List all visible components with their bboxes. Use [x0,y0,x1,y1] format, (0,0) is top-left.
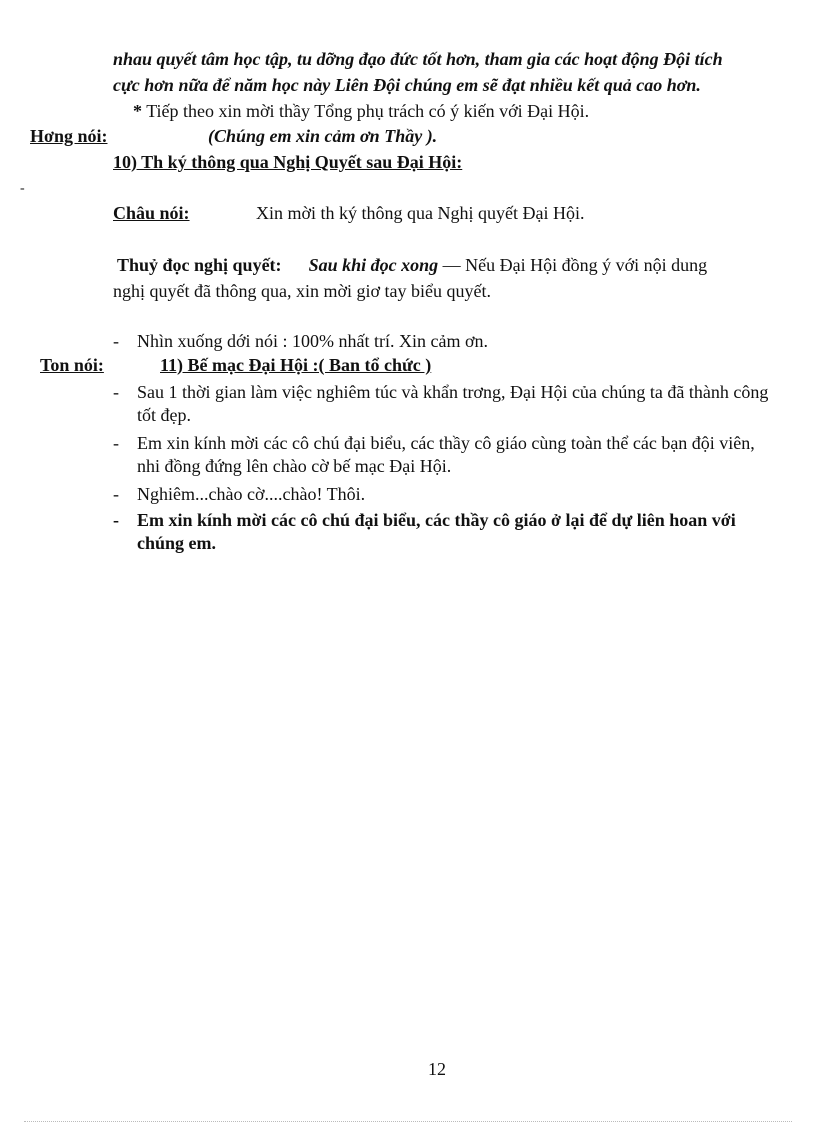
closing-item-4-dash: - [113,510,119,530]
closing-item-2-dash: - [113,433,119,453]
look-down-dash: - [113,331,119,351]
speaker-thuy: Thuỷ đọc nghị quyết: [117,255,282,275]
page-number: 12 [428,1059,446,1079]
intro-line-2: cực hơn nữa để năm học này Liên Đội chúng em sẽ đạt nhiều kết quả cao hơn. [113,75,701,95]
speaker-ton: Ton nói: [40,355,104,375]
intro-line-1: nhau quyết tâm học tập, tu dỡng đạo đức tốt hơn, tham gia các hoạt động Đội tích [113,49,723,69]
thuy-line-1 [117,254,707,277]
closing-item-4: Em xin kính mời các cô chú đại biểu, các thầy cô giáo ở lại để dự liên hoan với chúng em. [137,510,736,554]
page-bottom-border [24,1121,792,1122]
thuy-text-1: — Nếu Đại Hội đồng ý với nội dung [442,255,708,275]
invite-line [133,100,589,123]
thuy-action: Sau khi đọc xong [308,255,439,275]
closing-item-1-dash: - [113,382,119,402]
look-down-text: Nhìn xuống dới nói : 100% nhất trí. Xin cảm ơn. [137,331,488,351]
speaker-hong: Hơng nói: [30,126,108,146]
closing-item-2: Em xin kính mời các cô chú đại biểu, các thầy cô giáo cùng toàn thể các bạn đội viên, nhi đồng đứng lên chào cờ bế mạc Đại Hội. [137,433,755,477]
section-10-heading: 10) Th ký thông qua Nghị Quyết sau Đại Hội: [113,152,463,172]
closing-item-3-dash: - [113,484,119,504]
section-11-heading: 11) Bế mạc Đại Hội :( Ban tổ chức ) [160,355,432,375]
thuy-line-2: nghị quyết đã thông qua, xin mời giơ tay biểu quyết. [113,281,491,301]
closing-item-3: Nghiêm...chào cờ....chào! Thôi. [137,484,366,504]
closing-item-1: Sau 1 thời gian làm việc nghiêm túc và khẩn trơng, Đại Hội của chúng ta đã thành công tốt đẹp. [137,382,769,426]
chau-text: Xin mời th ký thông qua Nghị quyết Đại Hội. [256,203,585,223]
asterisk-mark: * [133,101,142,121]
invite-text: Tiếp theo xin mời thầy Tổng phụ trách có ý kiến với Đại Hội. [146,101,590,121]
speaker-chau: Châu nói: [113,203,190,223]
hong-text: (Chúng em xin cảm ơn Thầy ). [208,126,438,146]
margin-dash: - [20,181,25,196]
